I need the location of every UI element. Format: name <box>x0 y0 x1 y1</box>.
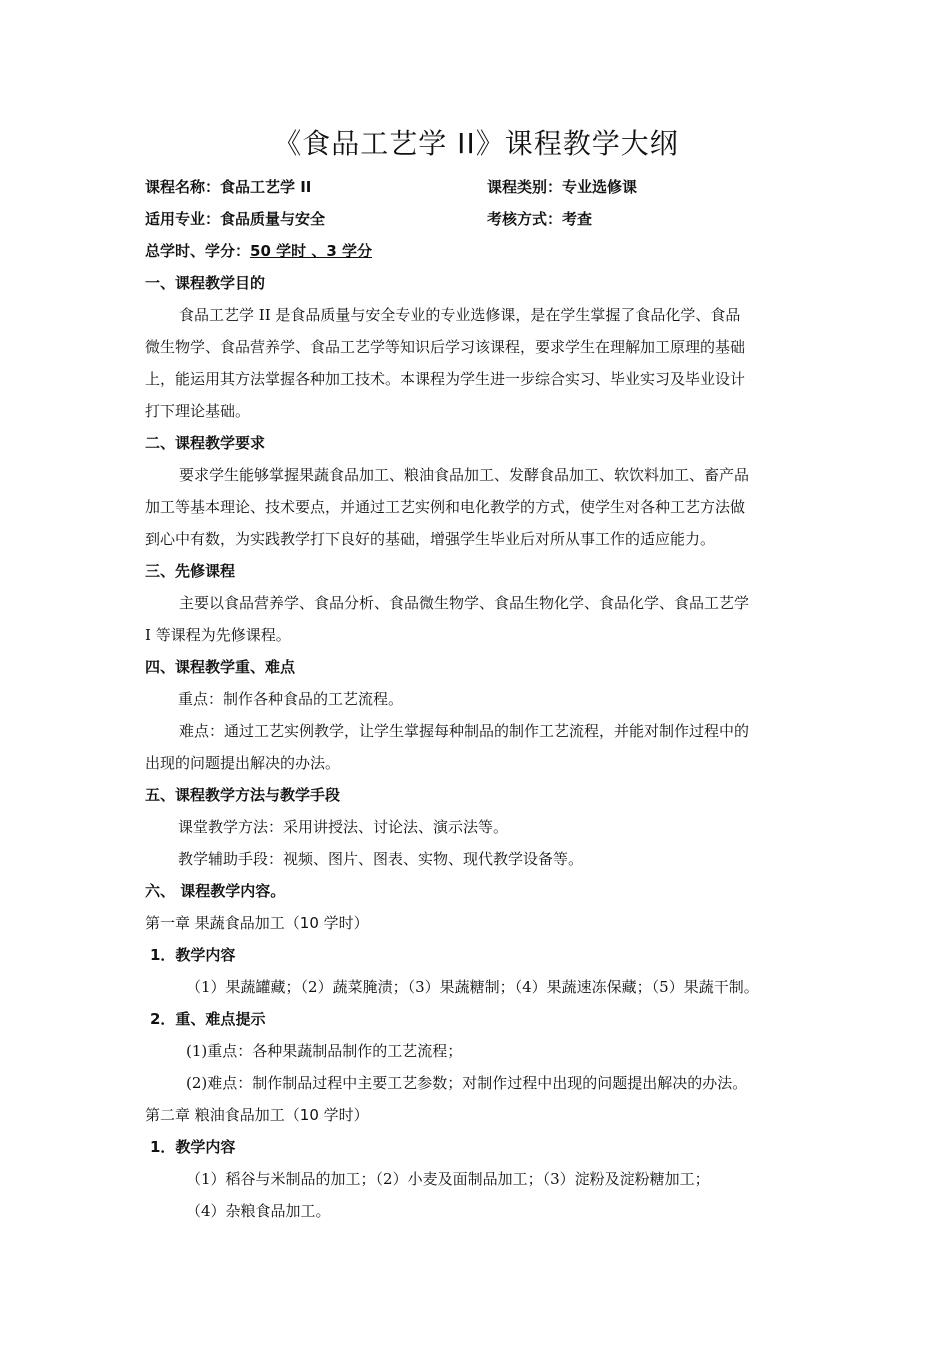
paragraph-line: 打下理论基础。 <box>145 402 251 420</box>
chapter-2-content-heading: 1．教学内容 <box>150 1138 236 1156</box>
hours-credits <box>145 241 372 261</box>
paragraph-line: 到心中有数，为实践教学打下良好的基础，增强学生毕业后对所从事工作的适应能力。 <box>145 530 716 548</box>
document-title: 《食品工艺学 II》课程教学大纲 <box>273 127 679 160</box>
hours-value: 50 学时 、3 学分 <box>250 242 372 260</box>
paragraph-line: 出现的问题提出解决的办法。 <box>145 754 341 772</box>
section-heading-1: 一、课程教学目的 <box>145 274 266 292</box>
section-heading-6: 六、 课程教学内容。 <box>145 882 286 900</box>
applicable-major: 适用专业：食品质量与安全 <box>145 210 326 228</box>
paragraph-line: 食品工艺学 II 是食品质量与安全专业的专业选修课，是在学生掌握了食品化学、食品 <box>179 306 741 324</box>
assessment-method: 考核方式：考查 <box>487 210 593 228</box>
teaching-aids: 教学辅助手段：视频、图片、图表、实物、现代教学设备等。 <box>178 850 584 868</box>
section-heading-3: 三、先修课程 <box>145 562 236 580</box>
hours-label: 总学时、学分： <box>145 242 251 260</box>
chapter-2-title: 第二章 粮油食品加工（10 学时） <box>145 1106 369 1124</box>
chapter-1-title: 第一章 果蔬食品加工（10 学时） <box>145 914 369 932</box>
paragraph-line: 加工等基本理论、技术要点，并通过工艺实例和电化教学的方式，使学生对各种工艺方法做 <box>145 498 746 516</box>
section-2-paragraph <box>145 459 810 555</box>
chapter-1-points-heading: 2．重、难点提示 <box>150 1010 266 1028</box>
chapter-2-content-line-2: （4）杂粮食品加工。 <box>186 1202 331 1220</box>
paragraph-line: 主要以食品营养学、食品分析、食品微生物学、食品生物化学、食品化学、食品工艺学 <box>179 594 750 612</box>
chapter-2-content-line-1: （1）稻谷与米制品的加工；（2）小麦及面制品加工；（3）淀粉及淀粉糖加工； <box>186 1170 710 1188</box>
key-point: 重点：制作各种食品的工艺流程。 <box>178 690 404 708</box>
section-heading-5: 五、课程教学方法与教学手段 <box>145 786 341 804</box>
section-heading-2: 二、课程教学要求 <box>145 434 266 452</box>
chapter-1-key: (1)重点：各种果蔬制品制作的工艺流程； <box>186 1042 463 1060</box>
chapter-1-content-heading: 1．教学内容 <box>150 946 236 964</box>
chapter-1-content: （1）果蔬罐藏；（2）蔬菜腌渍；（3）果蔬糖制；（4）果蔬速冻保藏；（5）果蔬干制。 <box>186 978 759 996</box>
paragraph-line: 微生物学、食品营养学、食品工艺学等知识后学习该课程，要求学生在理解加工原理的基础 <box>145 338 746 356</box>
paragraph-line: 难点：通过工艺实例教学，让学生掌握每种制品的制作工艺流程，并能对制作过程中的 <box>179 722 750 740</box>
section-1-paragraph <box>145 299 810 427</box>
teaching-method: 课堂教学方法：采用讲授法、讨论法、演示法等。 <box>178 818 509 836</box>
chapter-1-difficulty: (2)难点：制作制品过程中主要工艺参数；对制作过程中出现的问题提出解决的办法。 <box>186 1074 748 1092</box>
paragraph-line: 上，能运用其方法掌握各种加工技术。本课程为学生进一步综合实习、毕业实习及毕业设计 <box>145 370 746 388</box>
course-category: 课程类别：专业选修课 <box>487 178 638 196</box>
paragraph-line: 要求学生能够掌握果蔬食品加工、粮油食品加工、发酵食品加工、软饮料加工、畜产品 <box>179 466 750 484</box>
difficulty-paragraph <box>145 715 810 779</box>
paragraph-line: I 等课程为先修课程。 <box>145 626 291 644</box>
course-name: 课程名称：食品工艺学 II <box>145 178 312 196</box>
section-3-paragraph <box>145 587 810 651</box>
section-heading-4: 四、课程教学重、难点 <box>145 658 296 676</box>
